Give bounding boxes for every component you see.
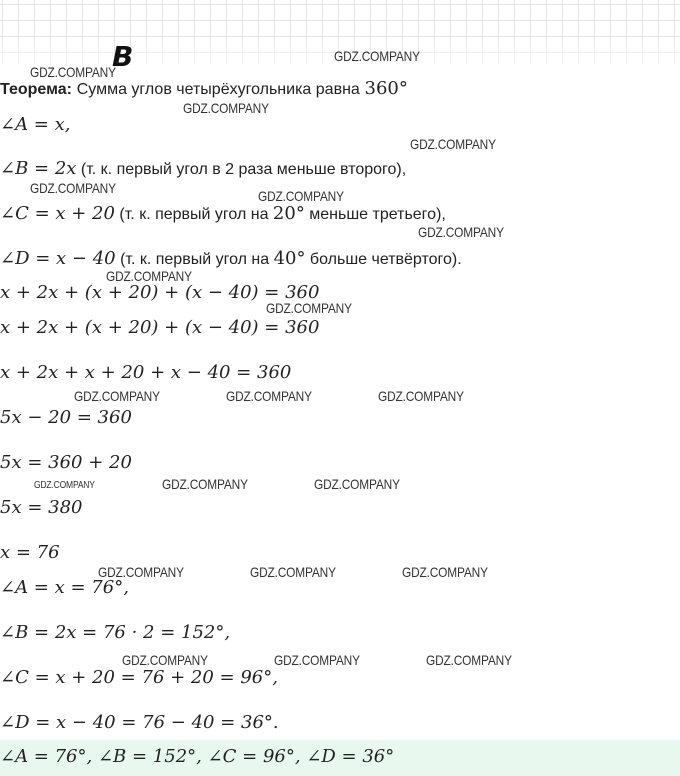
watermark: GDZ.COMPANY xyxy=(402,564,488,580)
watermark: GDZ.COMPANY xyxy=(30,180,116,196)
watermark: GDZ.COMPANY xyxy=(274,652,360,668)
equation-line: 5x = 380 xyxy=(0,497,83,518)
equation-line: x = 76 xyxy=(0,542,60,563)
angle-c-expr: ∠C = x + 20 xyxy=(0,203,115,224)
equation-line: x + 2x + (x + 20) + (x − 40) = 360 xyxy=(0,282,320,303)
equation-line: 5x − 20 = 360 xyxy=(0,407,132,428)
angle-d-expr: ∠D = x − 40 xyxy=(0,248,116,269)
theorem-line xyxy=(0,78,408,99)
theorem-value: 360° xyxy=(364,78,408,99)
watermark: GDZ.COMPANY xyxy=(122,652,208,668)
watermark: GDZ.COMPANY xyxy=(418,224,504,240)
angle-c-note-end: меньше третьего), xyxy=(304,206,446,223)
theorem-label: Теорема: xyxy=(0,81,72,98)
watermark: GDZ.COMPANY xyxy=(30,64,116,80)
watermark: GDZ.COMPANY xyxy=(378,388,464,404)
watermark: GDZ.COMPANY xyxy=(226,388,312,404)
theorem-text: Сумма углов четырёхугольника равна xyxy=(76,81,360,98)
watermark: GDZ.COMPANY xyxy=(250,564,336,580)
equation-line: 5x = 360 + 20 xyxy=(0,452,132,473)
angle-c-deg: 20° xyxy=(272,203,305,224)
angle-b-expr: ∠B = 2x xyxy=(0,158,77,179)
watermark: GDZ.COMPANY xyxy=(183,100,269,116)
angle-d-note-end: больше четвёртого). xyxy=(305,251,462,268)
result-angle-c: ∠C = x + 20 = 76 + 20 = 96°, xyxy=(0,667,278,688)
watermark: GDZ.COMPANY xyxy=(258,188,344,204)
angle-d-deg: 40° xyxy=(273,248,306,269)
watermark: GDZ.COMPANY xyxy=(162,476,248,492)
equation-line: x + 2x + (x + 20) + (x − 40) = 360 xyxy=(0,317,320,338)
watermark: GDZ.COMPANY xyxy=(266,300,352,316)
answer-box xyxy=(0,740,680,776)
watermark: GDZ.COMPANY xyxy=(334,48,420,64)
answer-text: ∠A = 76°, ∠B = 152°, ∠C = 96°, ∠D = 36° xyxy=(0,746,395,767)
angle-d-note: (т. к. первый угол на xyxy=(115,251,274,268)
result-angle-a: ∠A = x = 76°, xyxy=(0,577,129,598)
angle-a-def: ∠A = x, xyxy=(0,114,71,135)
angle-b-def xyxy=(0,158,406,179)
watermark: GDZ.COMPANY xyxy=(410,136,496,152)
angle-c-note: (т. к. первый угол на xyxy=(114,206,273,223)
watermark: GDZ.COMPANY xyxy=(74,388,160,404)
result-angle-d: ∠D = x − 40 = 76 − 40 = 36°. xyxy=(0,712,279,733)
watermark: GDZ.COMPANY xyxy=(314,476,400,492)
section-letter: B xyxy=(112,40,134,73)
watermark: GDZ.COMPANY xyxy=(106,268,192,284)
watermark: GDZ.COMPANY xyxy=(98,564,184,580)
watermark: GDZ.COMPANY xyxy=(426,652,512,668)
watermark: GDZ.COMPANY xyxy=(34,480,95,491)
equation-line: x + 2x + x + 20 + x − 40 = 360 xyxy=(0,362,292,383)
result-angle-b: ∠B = 2x = 76 · 2 = 152°, xyxy=(0,622,231,643)
angle-c-def xyxy=(0,203,446,224)
angle-d-def xyxy=(0,248,462,269)
angle-b-note: (т. к. первый угол в 2 раза меньше второго), xyxy=(76,161,407,178)
